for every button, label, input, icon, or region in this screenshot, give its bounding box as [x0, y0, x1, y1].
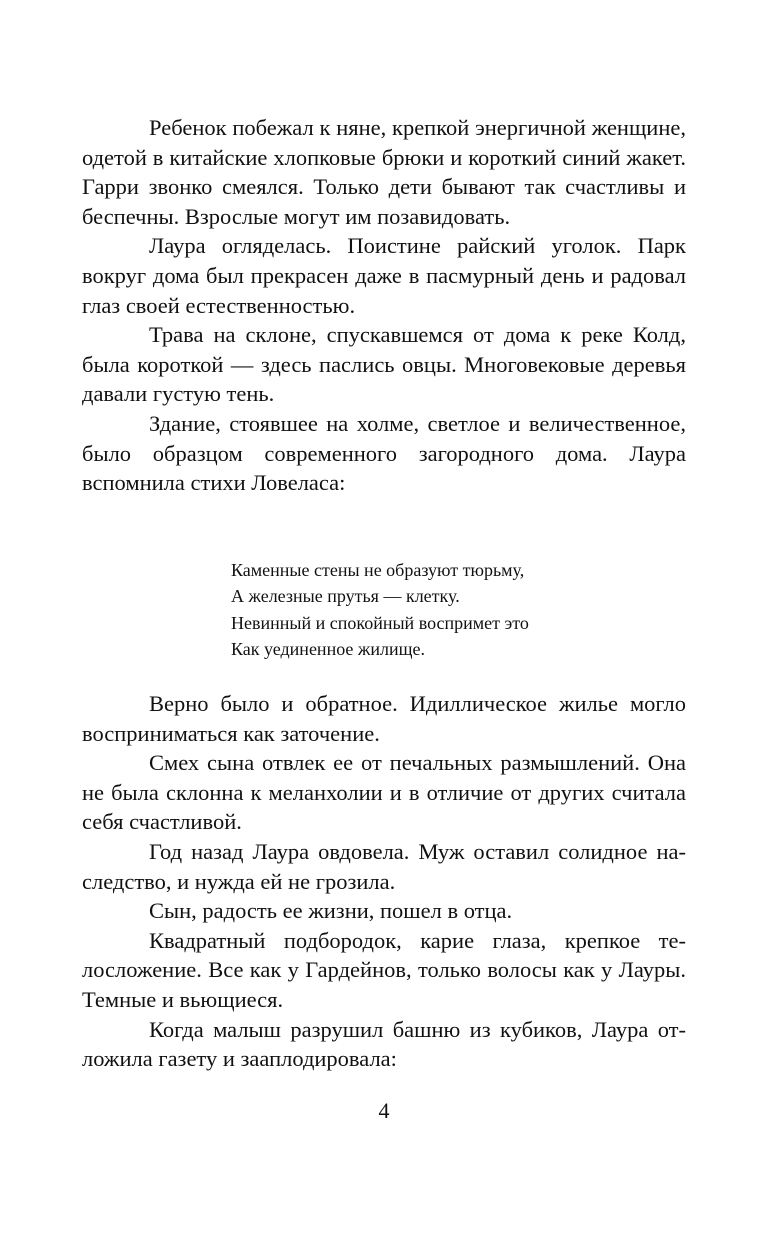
poem-line: А железные прутья — клетку.: [231, 586, 460, 607]
paragraph: Здание, стоявшее на холме, светлое и величественное, было образцом современного загородного дома. Лаура вспомнила стихи Ловеласа:: [82, 410, 686, 496]
paragraph: Смех сына отвлек ее от печальных размышлений. Она не была склонна к меланхолии и в отличие от других считала себя счастливой.: [82, 750, 686, 835]
page-number: 4: [378, 1098, 390, 1123]
paragraph: Верно было и обратное. Идиллическое жилье могло восприниматься как заточение.: [82, 691, 686, 746]
poem-quote: [231, 557, 671, 662]
poem-line: Как уединенное жилище.: [231, 638, 425, 659]
paragraph: Трава на склоне, спускавшемся от дома к реке Колд, была короткой — здесь паслись овцы. Многовековые деревья давали густую тень.: [82, 322, 686, 407]
paragraph: Год назад Лаура овдовела. Муж оставил солидное наследство, и нужда ей не грозила.: [82, 838, 686, 894]
body-text-bottom: [82, 689, 686, 1074]
poem-line: Невинный и спокойный воспримет это: [231, 612, 529, 633]
paragraph: Сын, радость ее жизни, пошел в отца.: [149, 898, 513, 924]
paragraph: Ребенок побежал к няне, крепкой энергичной женщине, одетой в китайские хлопковые брюки и короткий синий жакет. Гарри звонко смеялся. Только дети бывают так счастливы и беспечны. Взрослые могут им позавидовать.: [82, 115, 686, 229]
poem-line: Каменные стены не образуют тюрьму,: [231, 560, 525, 580]
paragraph: Квадратный подбородок, карие глаза, крепкое телосложение. Все как у Гардейнов, только волосы как у Лауры. Темные и вьющиеся.: [82, 927, 686, 1012]
body-text-top: [82, 113, 686, 498]
paragraph: Когда малыш разрушил башню из кубиков, Лаура отложила газету и зааплодировала:: [82, 1016, 686, 1072]
paragraph: Лаура огляделась. Поистине райский уголок. Парк вокруг дома был прекрасен даже в пасмурный день и радовал глаз своей естественностью.: [82, 233, 686, 318]
